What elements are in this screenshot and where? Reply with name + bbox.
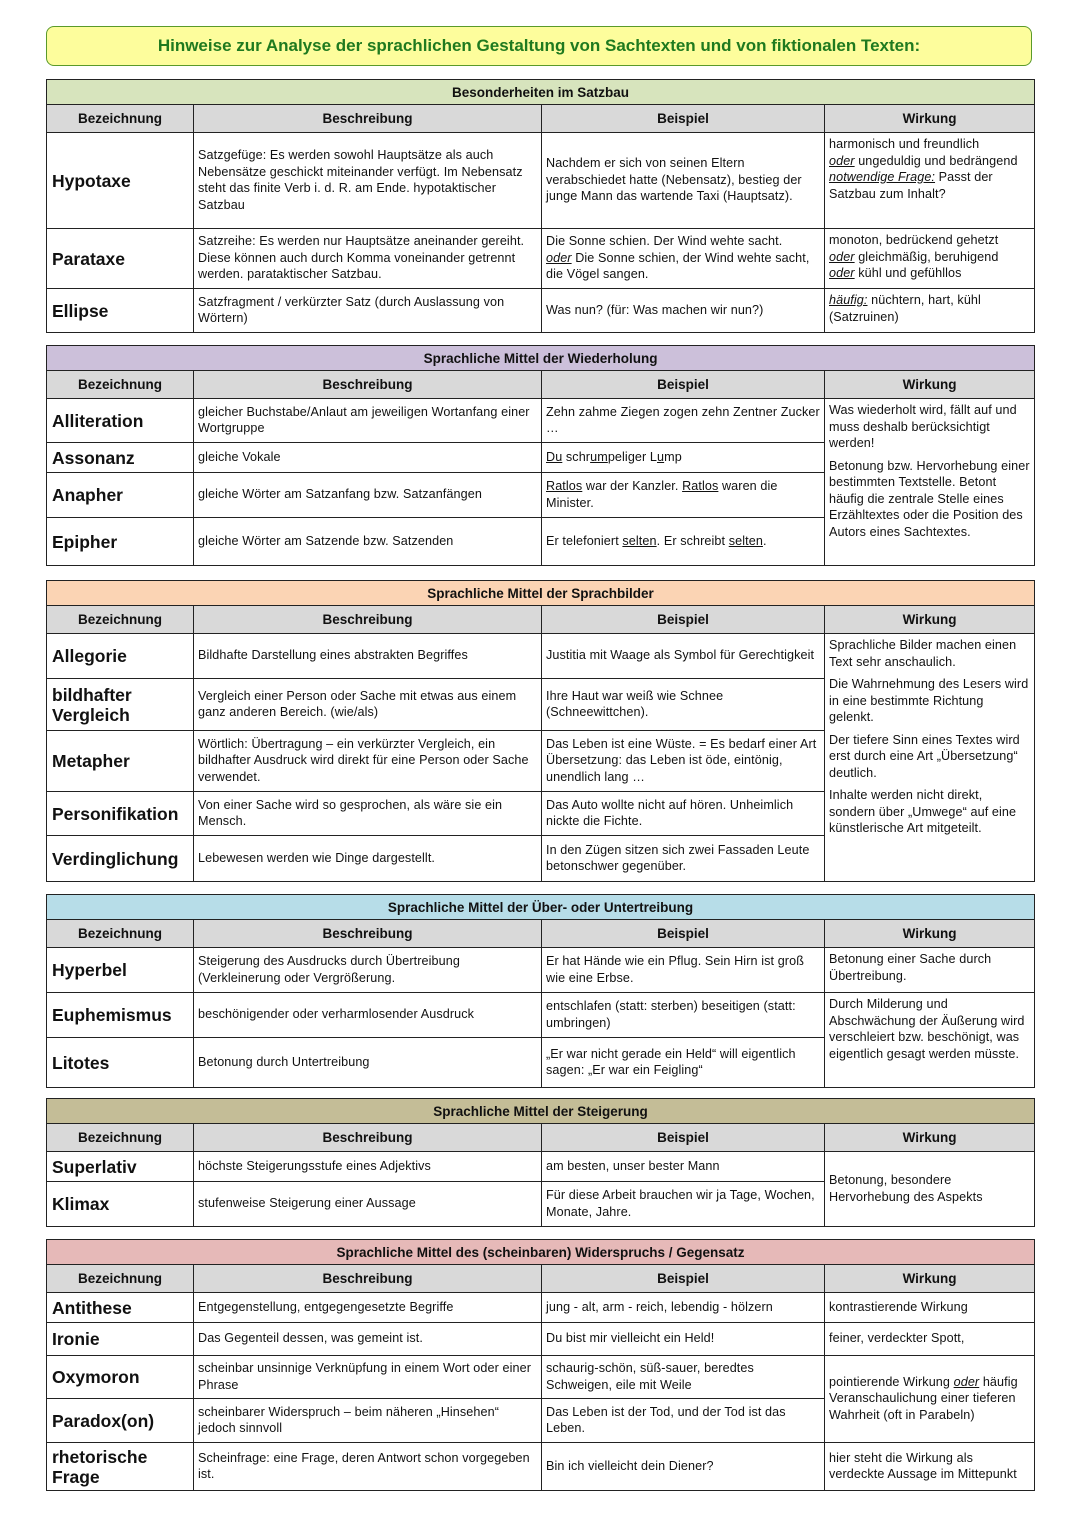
example-text: . bbox=[762, 533, 767, 548]
effect: feiner, verdeckter Spott, bbox=[825, 1323, 1035, 1356]
effect-text: pointierende Wirkung bbox=[829, 1374, 954, 1389]
example bbox=[542, 443, 825, 473]
term: bildhafter Vergleich bbox=[47, 679, 194, 731]
table-row bbox=[47, 634, 1035, 679]
example: schaurig-schön, süß-sauer, beredtes Schweigen, eile mit Weile bbox=[542, 1356, 825, 1399]
example: In den Zügen sitzen sich zwei Fassaden Leute betonschwer gegenüber. bbox=[542, 836, 825, 882]
example: Zehn zahme Ziegen zogen zehn Zentner Zucker … bbox=[542, 399, 825, 443]
col-bezeichnung: Bezeichnung bbox=[47, 105, 194, 133]
section-heading: Sprachliche Mittel der Wiederholung bbox=[47, 346, 1035, 371]
col-beschreibung: Beschreibung bbox=[194, 920, 542, 948]
effect-text: ungeduldig und bedrängend bbox=[854, 153, 1018, 168]
example-text: mp bbox=[664, 449, 682, 464]
term: Assonanz bbox=[47, 443, 194, 473]
effect-text: gleichmäßig, beruhigend bbox=[854, 249, 999, 264]
description: scheinbarer Widerspruch – beim näheren „Hinsehen“ jedoch sinnvoll bbox=[194, 1399, 542, 1443]
effect: Durch Milderung und Abschwächung der Äußerung wird verschleiert bzw. beschönigt, was eigentlich gesagt werden müsste. bbox=[825, 993, 1035, 1088]
table-row bbox=[47, 229, 1035, 289]
description: Von einer Sache wird so gesprochen, als wäre sie ein Mensch. bbox=[194, 792, 542, 836]
description: Satzgefüge: Es werden sowohl Hauptsätze als auch Nebensätze geschickt miteinander verfügt. Im Nebensatz steht das finite Verb i. d. R. am Ende. hypotaktischer Satzbau bbox=[194, 133, 542, 229]
section-sprachbilder bbox=[46, 580, 1035, 882]
example-text: Ratlos bbox=[546, 479, 583, 493]
example: Er hat Hände wie ein Pflug. Sein Hirn ist groß wie eine Erbse. bbox=[542, 948, 825, 993]
section-steigerung bbox=[46, 1098, 1035, 1227]
example-text: Die Sonne schien, der Wind wehte sacht, die Vögel sangen. bbox=[546, 250, 810, 282]
example: Ihre Haut war weiß wie Schnee (Schneewittchen). bbox=[542, 679, 825, 731]
section-heading: Sprachliche Mittel der Sprachbilder bbox=[47, 581, 1035, 606]
term: Metapher bbox=[47, 731, 194, 792]
col-wirkung: Wirkung bbox=[825, 105, 1035, 133]
description: Entgegenstellung, entgegengesetzte Begriffe bbox=[194, 1293, 542, 1323]
table-row bbox=[47, 1152, 1035, 1182]
description: gleiche Wörter am Satzanfang bzw. Satzanfängen bbox=[194, 473, 542, 518]
table-row bbox=[47, 289, 1035, 333]
description: gleiche Wörter am Satzende bzw. Satzenden bbox=[194, 518, 542, 566]
description: Steigerung des Ausdrucks durch Übertreibung (Verkleinerung oder Vergrößerung. bbox=[194, 948, 542, 993]
example-text: peliger L bbox=[607, 449, 658, 464]
example-text: u bbox=[657, 449, 665, 464]
table-row bbox=[47, 993, 1035, 1038]
note-keyword: häufig: bbox=[829, 293, 868, 307]
example: entschlafen (statt: sterben) beseitigen (statt: umbringen) bbox=[542, 993, 825, 1038]
example: Was nun? (für: Was machen wir nun?) bbox=[542, 289, 825, 333]
term: Antithese bbox=[47, 1293, 194, 1323]
section-heading: Sprachliche Mittel der Über- oder Untertreibung bbox=[47, 895, 1035, 920]
description: gleiche Vokale bbox=[194, 443, 542, 473]
or-keyword: oder bbox=[829, 153, 855, 168]
effect bbox=[825, 1356, 1035, 1443]
term: Ellipse bbox=[47, 289, 194, 333]
description: Lebewesen werden wie Dinge dargestellt. bbox=[194, 836, 542, 882]
col-beispiel: Beispiel bbox=[542, 371, 825, 399]
col-bezeichnung: Bezeichnung bbox=[47, 1124, 194, 1152]
example-text: um bbox=[590, 449, 608, 464]
term: Litotes bbox=[47, 1038, 194, 1088]
description: stufenweise Steigerung einer Aussage bbox=[194, 1182, 542, 1227]
term: Epipher bbox=[47, 518, 194, 566]
example-text: selten bbox=[728, 533, 763, 548]
col-beschreibung: Beschreibung bbox=[194, 606, 542, 634]
effect bbox=[825, 289, 1035, 333]
example bbox=[542, 229, 825, 289]
effect: hier steht die Wirkung als verdeckte Aussage im Mittepunkt bbox=[825, 1443, 1035, 1491]
or-keyword: oder bbox=[953, 1374, 980, 1389]
effect-text: Betonung bzw. Hervorhebung einer bestimmten Textstelle. Betont häufig die zentrale Stelle eines Erzähltextes oder die Position des Autors eines Sachtextes. bbox=[829, 458, 1030, 539]
term: Parataxe bbox=[47, 229, 194, 289]
description: Scheinfrage: eine Frage, deren Antwort schon vorgegeben ist. bbox=[194, 1443, 542, 1491]
example-text: . Er schreibt bbox=[656, 533, 729, 548]
term: Verdinglichung bbox=[47, 836, 194, 882]
section-heading: Sprachliche Mittel des (scheinbaren) Widerspruchs / Gegensatz bbox=[47, 1240, 1035, 1265]
section-wiederholung bbox=[46, 345, 1035, 566]
effect-text: Was wiederholt wird, fällt auf und muss deshalb berücksichtigt werden! bbox=[829, 403, 1017, 450]
example-text: schr bbox=[562, 449, 591, 464]
effect-text: harmonisch und freundlich bbox=[829, 137, 980, 151]
table-row bbox=[47, 399, 1035, 443]
effect-text: nüchtern, hart, kühl (Satzruinen) bbox=[829, 293, 981, 324]
term: Paradox(on) bbox=[47, 1399, 194, 1443]
term: Allegorie bbox=[47, 634, 194, 679]
description: Satzfragment / verkürzter Satz (durch Auslassung von Wörtern) bbox=[194, 289, 542, 333]
term: Euphemismus bbox=[47, 993, 194, 1038]
table-row bbox=[47, 133, 1035, 229]
description: beschönigender oder verharmlosender Ausdruck bbox=[194, 993, 542, 1038]
effect: kontrastierende Wirkung bbox=[825, 1293, 1035, 1323]
section-uebertreibung bbox=[46, 894, 1035, 1088]
example-text: Du bbox=[546, 449, 563, 464]
col-wirkung: Wirkung bbox=[825, 371, 1035, 399]
effect bbox=[825, 399, 1035, 566]
or-keyword: oder bbox=[546, 250, 572, 265]
example: Für diese Arbeit brauchen wir ja Tage, Wochen, Monate, Jahre. bbox=[542, 1182, 825, 1227]
section-heading: Sprachliche Mittel der Steigerung bbox=[47, 1099, 1035, 1124]
col-beispiel: Beispiel bbox=[542, 1124, 825, 1152]
table-row bbox=[47, 1356, 1035, 1399]
term: Alliteration bbox=[47, 399, 194, 443]
effect-text: Sprachliche Bilder machen einen Text sehr anschaulich. bbox=[829, 638, 1017, 669]
col-beschreibung: Beschreibung bbox=[194, 105, 542, 133]
effect-text: Passt der Satzbau zum Inhalt? bbox=[829, 170, 993, 201]
term: Hyperbel bbox=[47, 948, 194, 993]
col-beispiel: Beispiel bbox=[542, 606, 825, 634]
term: rhetorische Frage bbox=[47, 1443, 194, 1491]
section-satzbau bbox=[46, 79, 1035, 333]
effect-text: kühl und gefühllos bbox=[854, 266, 962, 280]
col-wirkung: Wirkung bbox=[825, 606, 1035, 634]
or-keyword: oder bbox=[829, 249, 855, 264]
description: scheinbar unsinnige Verknüpfung in einem Wort oder einer Phrase bbox=[194, 1356, 542, 1399]
table-row bbox=[47, 1443, 1035, 1491]
example-text: waren die Minister. bbox=[546, 479, 778, 510]
term: Oxymoron bbox=[47, 1356, 194, 1399]
description: Betonung durch Untertreibung bbox=[194, 1038, 542, 1088]
table-row bbox=[47, 1293, 1035, 1323]
example: Du bist mir vielleicht ein Held! bbox=[542, 1323, 825, 1356]
col-wirkung: Wirkung bbox=[825, 1124, 1035, 1152]
effect bbox=[825, 634, 1035, 882]
effect: Betonung einer Sache durch Übertreibung. bbox=[825, 948, 1035, 993]
example: am besten, unser bester Mann bbox=[542, 1152, 825, 1182]
effect-text: häufig Veranschaulichung einer tieferen Wahrheit (oft in Parabeln) bbox=[829, 1374, 1018, 1422]
description: höchste Steigerungsstufe eines Adjektivs bbox=[194, 1152, 542, 1182]
col-beispiel: Beispiel bbox=[542, 1265, 825, 1293]
term: Superlativ bbox=[47, 1152, 194, 1182]
effect-text: Inhalte werden nicht direkt, sondern über „Umwege“ auf eine künstlerische Art mitgeteilt. bbox=[829, 788, 1017, 835]
description: gleicher Buchstabe/Anlaut am jeweiligen Wortanfang einer Wortgruppe bbox=[194, 399, 542, 443]
col-beschreibung: Beschreibung bbox=[194, 1124, 542, 1152]
col-bezeichnung: Bezeichnung bbox=[47, 920, 194, 948]
col-beispiel: Beispiel bbox=[542, 920, 825, 948]
col-bezeichnung: Bezeichnung bbox=[47, 606, 194, 634]
term: Anapher bbox=[47, 473, 194, 518]
term: Hypotaxe bbox=[47, 133, 194, 229]
effect bbox=[825, 229, 1035, 289]
effect: Betonung, besondere Hervorhebung des Aspekts bbox=[825, 1152, 1035, 1227]
effect bbox=[825, 133, 1035, 229]
or-keyword: oder bbox=[829, 266, 855, 280]
description: Satzreihe: Es werden nur Hauptsätze aneinander gereiht. Diese können auch durch Komma voneinander getrennt werden. parataktischer Satzbau. bbox=[194, 229, 542, 289]
description: Vergleich einer Person oder Sache mit etwas aus einem ganz anderen Bereich. (wie/als) bbox=[194, 679, 542, 731]
example-text: Ratlos bbox=[682, 479, 719, 493]
table-row bbox=[47, 948, 1035, 993]
example-text: selten bbox=[622, 533, 657, 548]
effect-text: Der tiefere Sinn eines Textes wird erst durch eine Art „Übersetzung“ deutlich. bbox=[829, 732, 1020, 780]
example: Nachdem er sich von seinen Eltern verabschiedet hatte (Nebensatz), bestieg der junge Mann das wartende Taxi (Hauptsatz). bbox=[542, 133, 825, 229]
description: Bildhafte Darstellung eines abstrakten Begriffes bbox=[194, 634, 542, 679]
col-bezeichnung: Bezeichnung bbox=[47, 371, 194, 399]
example bbox=[542, 518, 825, 566]
col-beispiel: Beispiel bbox=[542, 105, 825, 133]
col-wirkung: Wirkung bbox=[825, 920, 1035, 948]
effect-text: Die Wahrnehmung des Lesers wird in eine bestimmte Richtung gelenkt. bbox=[829, 677, 1029, 724]
section-heading: Besonderheiten im Satzbau bbox=[47, 80, 1035, 105]
description: Das Gegenteil dessen, was gemeint ist. bbox=[194, 1323, 542, 1356]
example-text: Die Sonne schien. Der Wind wehte sacht. bbox=[546, 234, 783, 249]
term: Klimax bbox=[47, 1182, 194, 1227]
page-title: Hinweise zur Analyse der sprachlichen Gestaltung von Sachtexten und von fiktionalen Texten: bbox=[46, 26, 1032, 66]
example: „Er war nicht gerade ein Held“ will eigentlich sagen: „Er war ein Feigling“ bbox=[542, 1038, 825, 1088]
example: Das Auto wollte nicht auf hören. Unheimlich nickte die Fichte. bbox=[542, 792, 825, 836]
example-text: Er telefoniert bbox=[546, 533, 623, 548]
col-bezeichnung: Bezeichnung bbox=[47, 1265, 194, 1293]
term: Personifikation bbox=[47, 792, 194, 836]
example: Das Leben ist eine Wüste. = Es bedarf einer Art Übersetzung: das Leben ist öde, eintönig, unendlich lang … bbox=[542, 731, 825, 792]
col-wirkung: Wirkung bbox=[825, 1265, 1035, 1293]
col-beschreibung: Beschreibung bbox=[194, 371, 542, 399]
example: Das Leben ist der Tod, und der Tod ist das Leben. bbox=[542, 1399, 825, 1443]
description: Wörtlich: Übertragung – ein verkürzter Vergleich, ein bildhafter Ausdruck wird direkt für eine Person oder Sache verwendet. bbox=[194, 731, 542, 792]
effect-text: monoton, bedrückend gehetzt bbox=[829, 233, 999, 247]
term: Ironie bbox=[47, 1323, 194, 1356]
note-keyword: notwendige Frage: bbox=[829, 170, 936, 184]
example: Bin ich vielleicht dein Diener? bbox=[542, 1443, 825, 1491]
table-row bbox=[47, 1323, 1035, 1356]
example-text: war der Kanzler. bbox=[582, 479, 683, 493]
section-widerspruch bbox=[46, 1239, 1035, 1491]
example: jung - alt, arm - reich, lebendig - hölzern bbox=[542, 1293, 825, 1323]
example bbox=[542, 473, 825, 518]
example: Justitia mit Waage als Symbol für Gerechtigkeit bbox=[542, 634, 825, 679]
col-beschreibung: Beschreibung bbox=[194, 1265, 542, 1293]
